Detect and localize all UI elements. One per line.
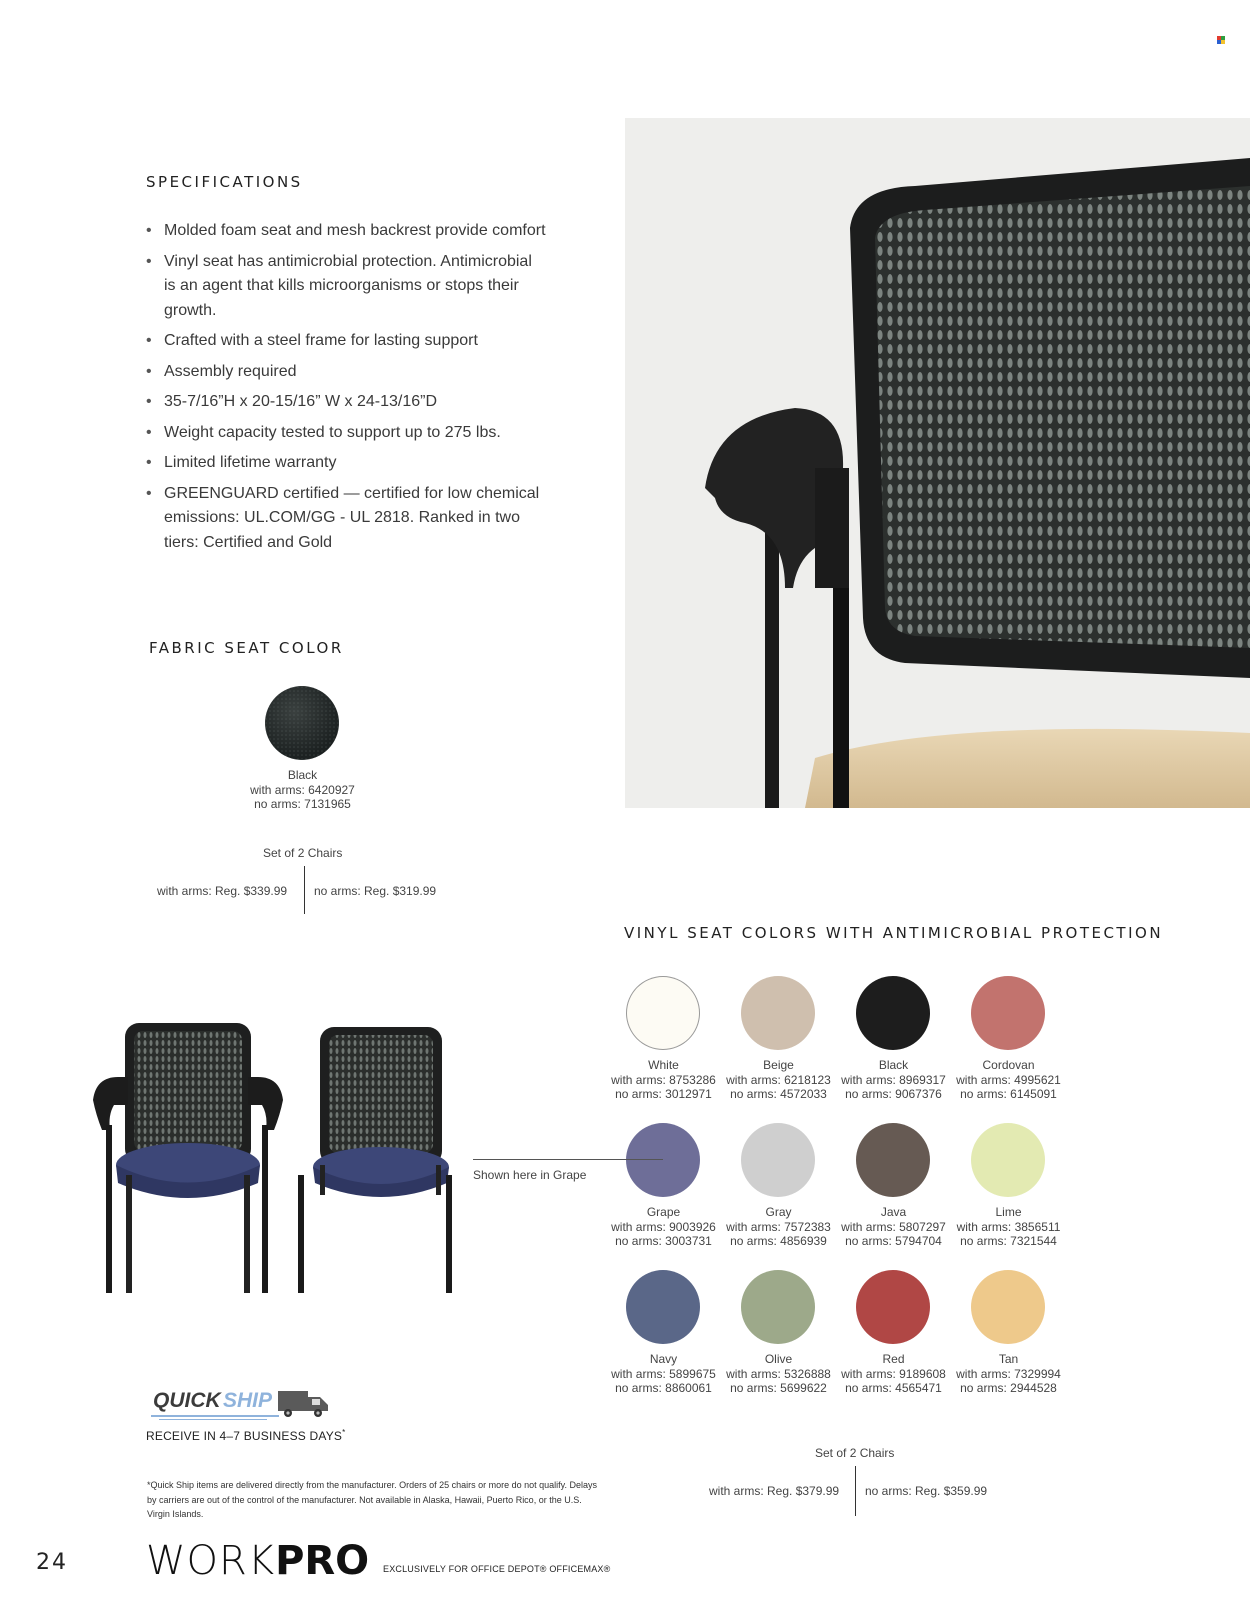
logo-pro: PRO xyxy=(275,1538,370,1584)
vinyl-title: VINYL SEAT COLORS WITH ANTIMICROBIAL PROTECTION xyxy=(624,924,1164,942)
page-number: 24 xyxy=(36,1550,68,1575)
swatch-name: Grape xyxy=(646,1205,681,1219)
swatch-no-arms: no arms: 9067376 xyxy=(845,1087,942,1101)
vinyl-swatch-label xyxy=(951,1352,1066,1396)
swatch-with-arms: with arms: 6420927 xyxy=(250,782,355,797)
swatch-name: White xyxy=(648,1058,679,1072)
vinyl-price-with-arms: with arms: Reg. $379.99 xyxy=(709,1484,840,1498)
swatch-with-arms: with arms: 8753286 xyxy=(611,1072,716,1087)
exclusive-label: EXCLUSIVELY FOR OFFICE DEPOT® OFFICEMAX® xyxy=(383,1564,611,1574)
swatch-name: Navy xyxy=(649,1352,678,1366)
swatch-no-arms: no arms: 3003731 xyxy=(615,1234,712,1248)
vinyl-swatch-olive[interactable] xyxy=(741,1270,815,1344)
spec-item: • GREENGUARD certified — certified for low chemical emissions: UL.COM/GG - UL 2818. Ranked in two tiers: Certified and Gold xyxy=(146,482,546,556)
vinyl-swatch-red[interactable] xyxy=(856,1270,930,1344)
swatch-with-arms: with arms: 7329994 xyxy=(956,1366,1061,1381)
spec-item: • Crafted with a steel frame for lasting support xyxy=(146,329,546,354)
swatch-name: Lime xyxy=(995,1205,1022,1219)
swatch-no-arms: no arms: 8860061 xyxy=(615,1381,712,1395)
truck-icon xyxy=(278,1389,330,1419)
vinyl-swatch-tan[interactable] xyxy=(971,1270,1045,1344)
spec-item: • 35-7/16”H x 20-15/16” W x 24-13/16”D xyxy=(146,390,546,415)
vinyl-swatch-grape[interactable] xyxy=(626,1123,700,1197)
spec-item: • Vinyl seat has antimicrobial protection. Antimicrobial is an agent that kills microorganisms or stops their growth. xyxy=(146,250,546,324)
swatch-with-arms: with arms: 4995621 xyxy=(956,1072,1061,1087)
swatch-no-arms: no arms: 4856939 xyxy=(730,1234,827,1248)
swatch-with-arms: with arms: 5326888 xyxy=(726,1366,831,1381)
vinyl-price-no-arms: no arms: Reg. $359.99 xyxy=(865,1484,988,1498)
swatch-with-arms: with arms: 3856511 xyxy=(956,1219,1061,1234)
vinyl-swatch-label xyxy=(721,1058,836,1102)
swatch-no-arms: no arms: 7131965 xyxy=(254,797,351,811)
swatch-name: Olive xyxy=(764,1352,793,1366)
callout-line xyxy=(473,1159,663,1160)
swatch-name: Gray xyxy=(765,1205,792,1219)
vinyl-swatch-lime[interactable] xyxy=(971,1123,1045,1197)
quick-ship-underline xyxy=(151,1415,279,1417)
vinyl-swatch-label xyxy=(836,1058,951,1102)
price-divider xyxy=(304,866,305,914)
swatch-no-arms: no arms: 4565471 xyxy=(845,1381,942,1395)
swatch-name: Cordovan xyxy=(982,1058,1035,1072)
vinyl-swatch-label xyxy=(606,1058,721,1102)
swatch-name: Red xyxy=(882,1352,905,1366)
quick-ship-tagline xyxy=(146,1428,345,1443)
footnote: *Quick Ship items are delivered directly from the manufacturer. Orders of 25 chairs or more do not qualify. Delays by carriers are out of the control of the manufacturer. Not available in Alaska, Hawaii, Puerto Rico, or the U.S. Virgin Islands. xyxy=(147,1480,598,1519)
hero-chair-image xyxy=(625,118,1250,808)
vinyl-swatch-cordovan[interactable] xyxy=(971,976,1045,1050)
spec-item: • Limited lifetime warranty xyxy=(146,451,546,476)
shown-in-grape-label: Shown here in Grape xyxy=(473,1168,587,1182)
corner-mark-icon xyxy=(1217,31,1225,39)
swatch-with-arms: with arms: 7572383 xyxy=(726,1219,831,1234)
vinyl-swatch-label xyxy=(951,1205,1066,1249)
swatch-no-arms: no arms: 7321544 xyxy=(960,1234,1057,1248)
vinyl-swatch-label xyxy=(721,1205,836,1249)
quick-ship-quick: QUICK xyxy=(153,1389,221,1412)
vinyl-swatch-java[interactable] xyxy=(856,1123,930,1197)
quick-ship-underline-2 xyxy=(159,1419,267,1420)
quick-ship-ship: SHIP xyxy=(223,1389,273,1412)
fabric-swatch-label xyxy=(245,768,360,812)
swatch-no-arms: no arms: 2944528 xyxy=(960,1381,1057,1395)
vinyl-swatch-white[interactable] xyxy=(626,976,700,1050)
swatch-with-arms: with arms: 8969317 xyxy=(841,1072,946,1087)
specs-list xyxy=(146,219,546,561)
swatch-name: Beige xyxy=(763,1058,794,1072)
quick-ship-tagline-text: RECEIVE IN 4–7 BUSINESS DAYS xyxy=(146,1429,343,1443)
logo-work: WORK xyxy=(146,1538,276,1584)
swatch-no-arms: no arms: 5699622 xyxy=(730,1381,827,1395)
fabric-price-with-arms: with arms: Reg. $339.99 xyxy=(157,884,288,898)
swatch-with-arms: with arms: 9189608 xyxy=(841,1366,946,1381)
vinyl-swatch-navy[interactable] xyxy=(626,1270,700,1344)
vinyl-swatch-gray[interactable] xyxy=(741,1123,815,1197)
fabric-title: FABRIC SEAT COLOR xyxy=(149,639,344,657)
swatch-no-arms: no arms: 3012971 xyxy=(615,1087,712,1101)
vinyl-swatch-black[interactable] xyxy=(856,976,930,1050)
chairs-pair-image xyxy=(88,1015,468,1305)
workpro-logo xyxy=(146,1538,369,1582)
fabric-swatch-black[interactable] xyxy=(265,686,339,760)
spec-item: • Molded foam seat and mesh backrest provide comfort xyxy=(146,219,546,244)
swatch-no-arms: no arms: 6145091 xyxy=(960,1087,1057,1101)
swatch-with-arms: with arms: 5899675 xyxy=(611,1366,716,1381)
spec-item: • Weight capacity tested to support up to 275 lbs. xyxy=(146,421,546,446)
quick-ship-tagline-mark: * xyxy=(342,1428,346,1437)
vinyl-swatch-label xyxy=(836,1205,951,1249)
swatch-name: Black xyxy=(287,768,318,782)
vinyl-swatch-label xyxy=(836,1352,951,1396)
specs-title: SPECIFICATIONS xyxy=(146,173,303,191)
vinyl-swatch-label xyxy=(606,1205,721,1249)
vinyl-swatch-beige[interactable] xyxy=(741,976,815,1050)
swatch-with-arms: with arms: 9003926 xyxy=(611,1219,716,1234)
swatch-name: Tan xyxy=(998,1352,1019,1366)
swatch-with-arms: with arms: 5807297 xyxy=(841,1219,946,1234)
fabric-price-no-arms: no arms: Reg. $319.99 xyxy=(314,884,437,898)
vinyl-set-label: Set of 2 Chairs xyxy=(815,1446,895,1460)
swatch-no-arms: no arms: 4572033 xyxy=(730,1087,827,1101)
vinyl-swatch-label xyxy=(606,1352,721,1396)
vinyl-price-divider xyxy=(855,1466,856,1516)
swatch-with-arms: with arms: 6218123 xyxy=(726,1072,831,1087)
vinyl-swatch-label xyxy=(721,1352,836,1396)
swatch-no-arms: no arms: 5794704 xyxy=(845,1234,942,1248)
swatch-name: Black xyxy=(878,1058,909,1072)
vinyl-swatch-label xyxy=(951,1058,1066,1102)
fabric-set-label: Set of 2 Chairs xyxy=(263,846,343,860)
spec-item: • Assembly required xyxy=(146,360,546,385)
swatch-name: Java xyxy=(880,1205,907,1219)
